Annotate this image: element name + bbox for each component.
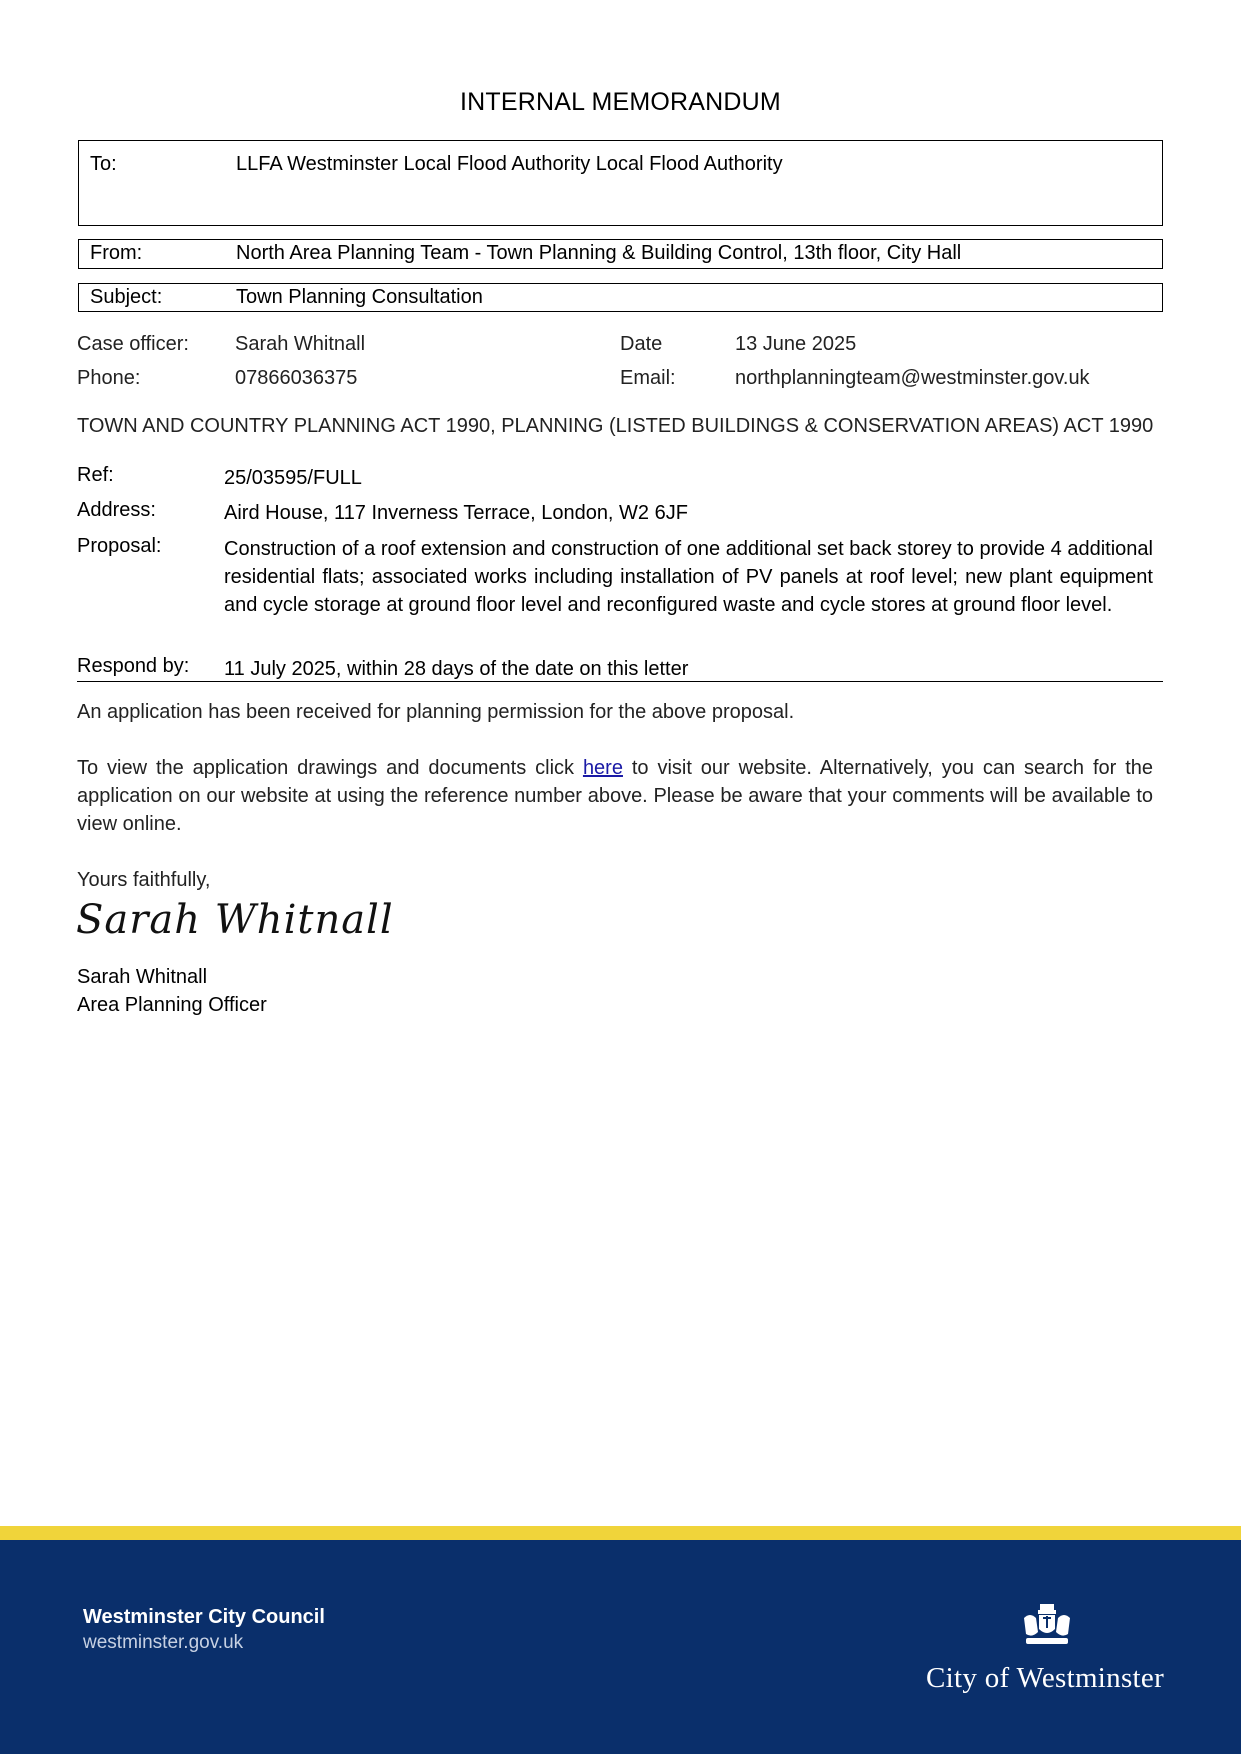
email-value: northplanningteam@westminster.gov.uk	[735, 367, 1090, 389]
view-paragraph	[77, 754, 1153, 838]
to-value: LLFA Westminster Local Flood Authority Local Flood Authority	[236, 153, 783, 175]
footer-url: westminster.gov.uk	[83, 1632, 244, 1653]
from-value: North Area Planning Team - Town Planning & Building Control, 13th floor, City Hall	[236, 242, 962, 264]
proposal-value: Construction of a roof extension and construction of one additional set back storey to provide 4 additional residential flats; associated works including installation of PV panels at roof level; new plant equipment and cycle storage at ground floor level and reconfigured waste and cycle stores at ground floor level.	[224, 538, 1153, 616]
signer-title: Area Planning Officer	[77, 994, 267, 1016]
city-of-westminster-logo: City of Westminster	[926, 1662, 1165, 1694]
subject-value: Town Planning Consultation	[236, 286, 483, 308]
case-officer-label: Case officer:	[77, 333, 189, 355]
ref-label: Ref:	[77, 464, 114, 486]
closing-text: Yours faithfully,	[77, 869, 211, 891]
to-box	[78, 140, 1163, 226]
subject-box	[78, 283, 1163, 312]
signer-name: Sarah Whitnall	[77, 966, 208, 988]
divider	[77, 681, 1163, 682]
ref-value: 25/03595/FULL	[224, 467, 362, 489]
footer	[0, 1540, 1241, 1754]
phone-value: 07866036375	[235, 367, 358, 389]
address-row	[77, 499, 1153, 527]
address-value: Aird House, 117 Inverness Terrace, London, W2 6JF	[224, 502, 688, 524]
phone-label: Phone:	[77, 367, 141, 389]
here-link[interactable]: here	[582, 757, 623, 779]
email-label: Email:	[620, 367, 676, 389]
memo-title: INTERNAL MEMORANDUM	[460, 88, 781, 116]
from-label: From:	[90, 242, 143, 264]
case-officer-value: Sarah Whitnall	[235, 333, 366, 355]
proposal-row	[77, 535, 1153, 647]
proposal-label: Proposal:	[77, 535, 162, 557]
respond-label: Respond by:	[77, 655, 190, 677]
signature: Sarah Whitnall	[76, 897, 394, 943]
intro-paragraph: An application has been received for planning permission for the above proposal.	[77, 701, 795, 723]
respond-value: 11 July 2025, within 28 days of the date on this letter	[224, 658, 689, 680]
respond-row	[77, 655, 1153, 683]
from-box	[78, 239, 1163, 269]
date-value: 13 June 2025	[735, 333, 857, 355]
act-line: TOWN AND COUNTRY PLANNING ACT 1990, PLANNING (LISTED BUILDINGS & CONSERVATION AREAS) ACT 1990	[77, 415, 1154, 437]
footer-stripe	[0, 1526, 1241, 1540]
date-label: Date	[620, 333, 663, 355]
ref-row	[77, 464, 1153, 492]
subject-label: Subject:	[90, 286, 163, 308]
view-text-before: To view the application drawings and documents click	[77, 757, 583, 779]
footer-org-name: Westminster City Council	[83, 1606, 325, 1628]
address-label: Address:	[77, 499, 156, 521]
city-crest-icon	[1018, 1602, 1076, 1648]
to-label: To:	[90, 153, 117, 175]
view-text-after: to visit our website. Alternatively, you can search for the application on our website at using the reference number above. Please be aware that your comments will be available to view online.	[77, 757, 1153, 835]
